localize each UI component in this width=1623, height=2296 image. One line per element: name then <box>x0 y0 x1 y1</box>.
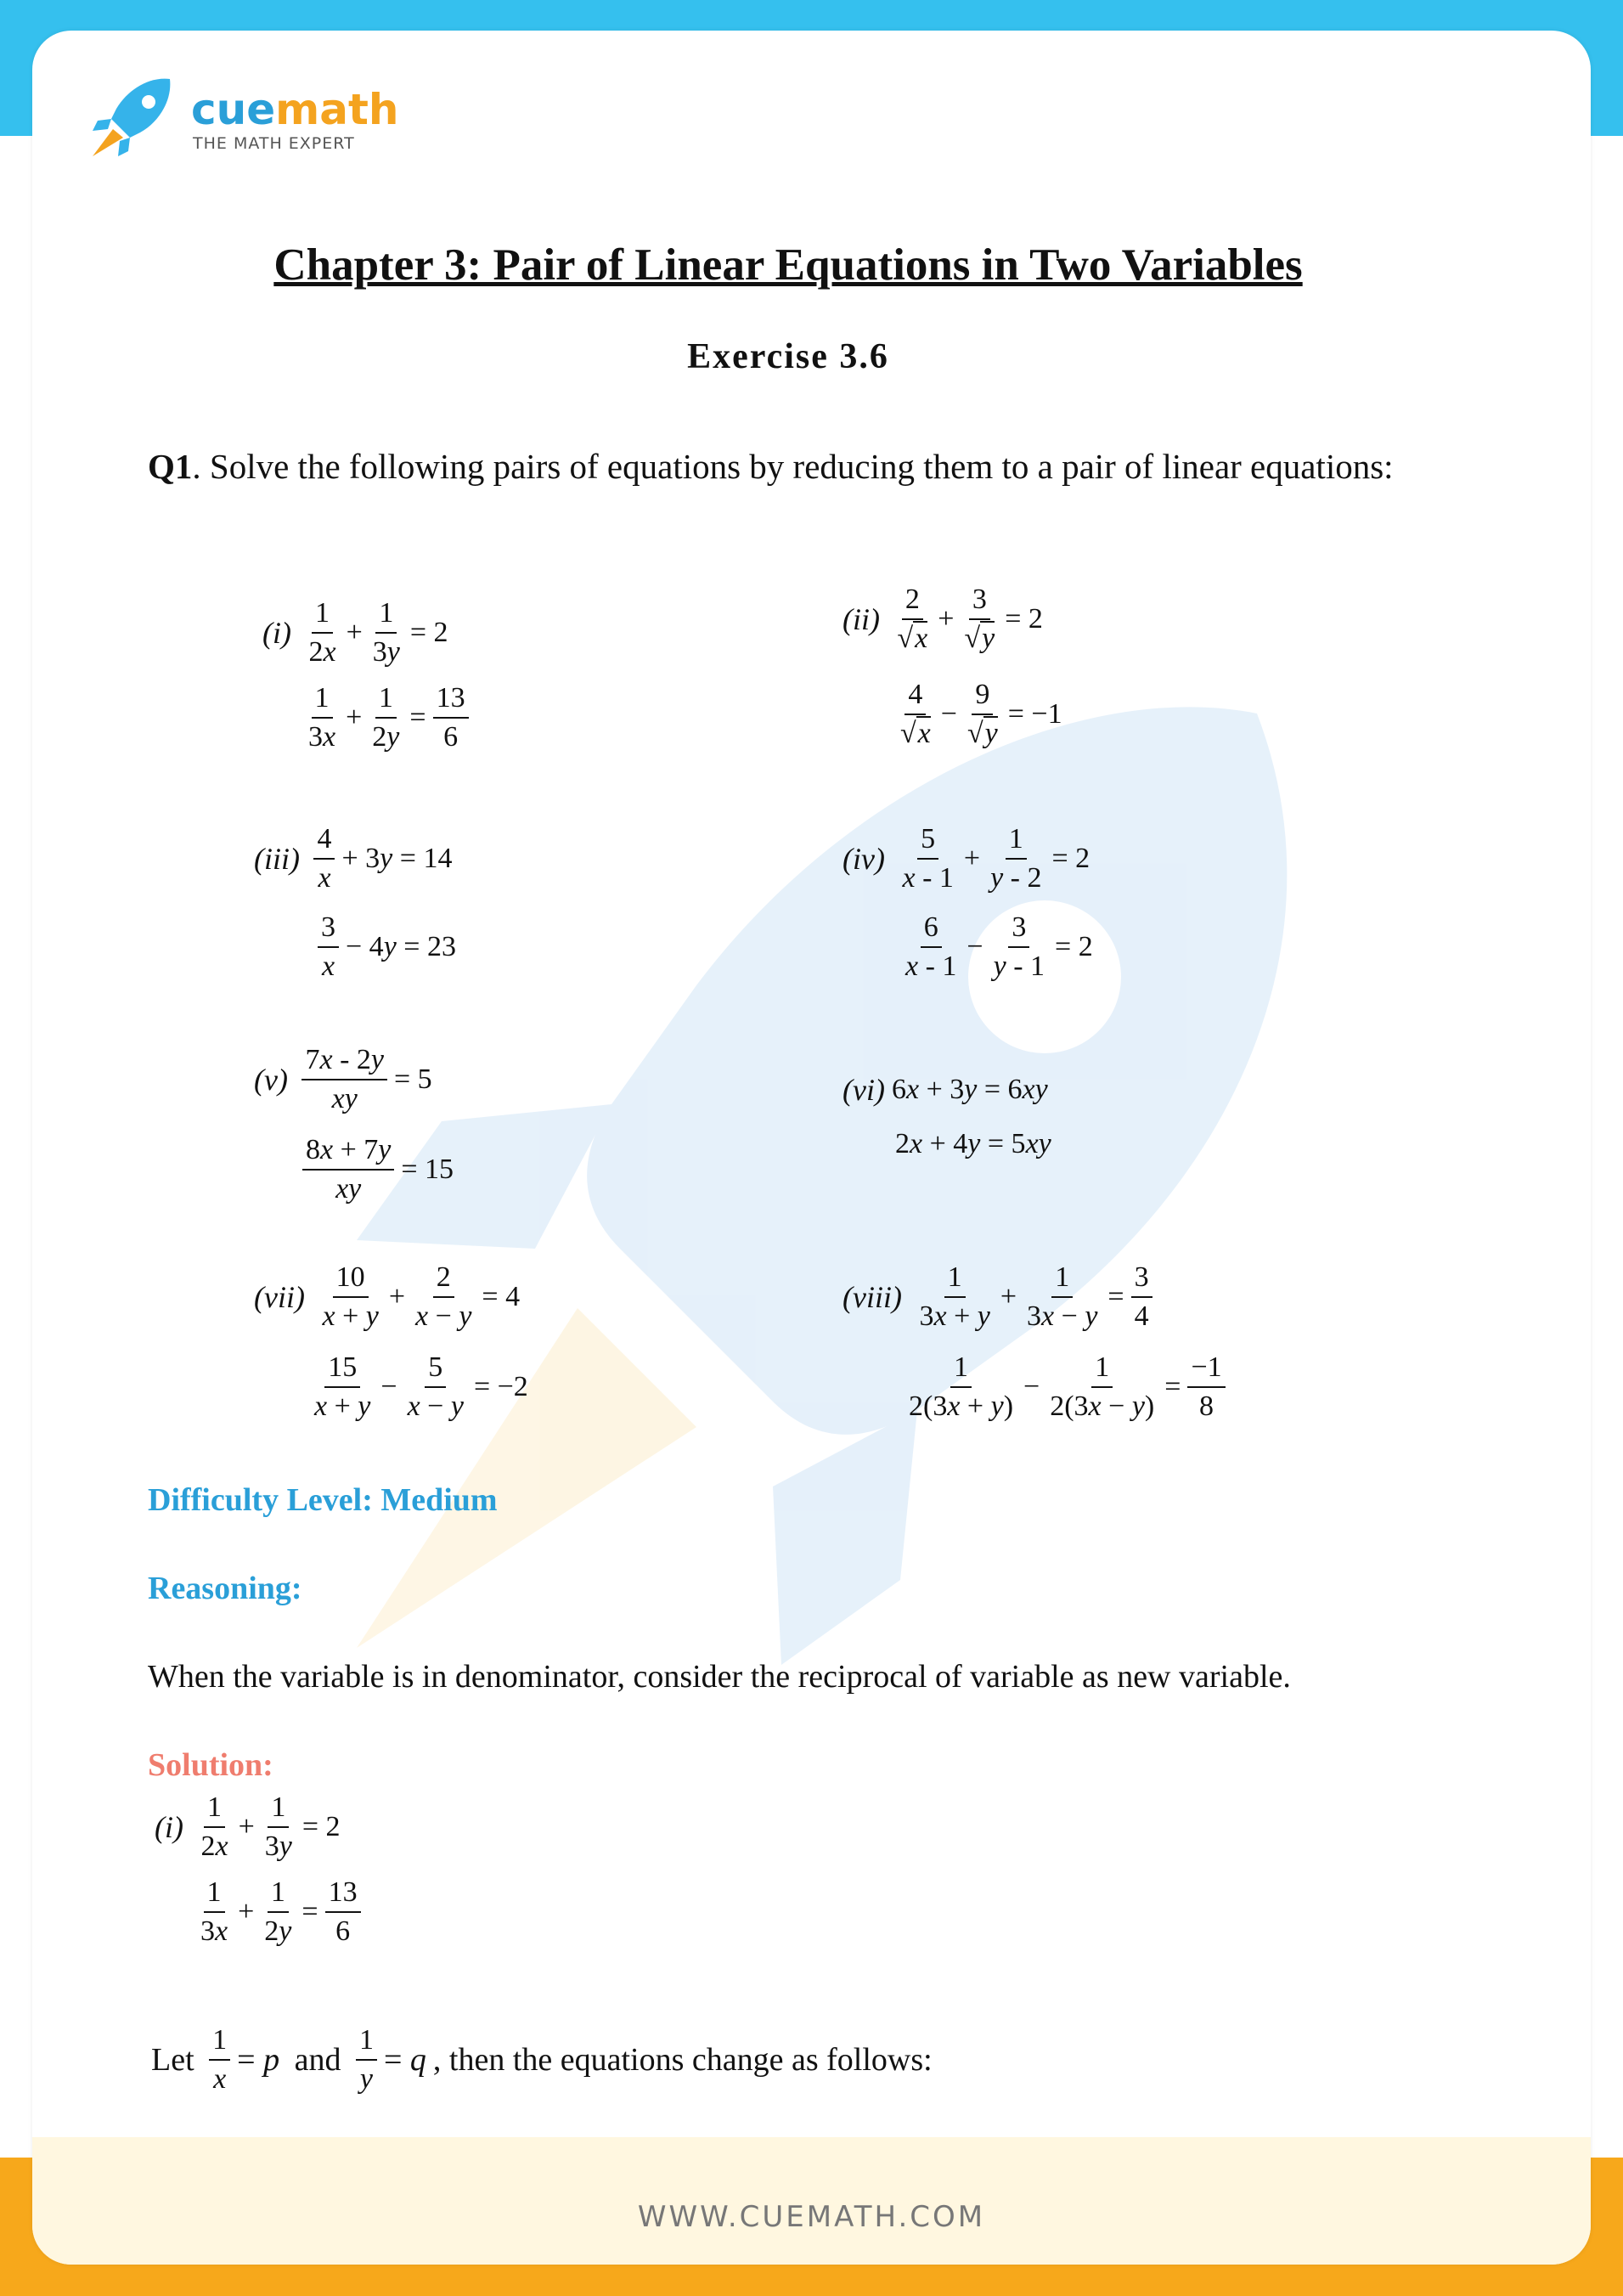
difficulty-level: Difficulty Level: Medium <box>148 1482 498 1518</box>
equation-iii-1: (iii) $\frac{4}{x}$ + 3y = 14 <box>251 821 455 897</box>
substitution-line: Let $\frac{1}{x}$ = p and $\frac{1}{y}$ = q , then the equations change as follows: <box>148 2022 936 2098</box>
equation-vi-2: 2x + 4y = 5xy <box>895 1128 1051 1160</box>
footer-website[interactable]: WWW.CUEMATH.COM <box>637 2200 986 2234</box>
equation-viii-1: (viii) $\frac{1}{3x + y}$ + $\frac{1}{3x - y}$ = $\frac{3}{4}$ <box>839 1259 1156 1335</box>
equation-ii-1: (ii) $\frac{2}{√x}$ + $\frac{3}{√y}$ = 2 <box>839 581 1046 657</box>
solution-equation-1: (i) $\frac{1}{2x}$ + $\frac{1}{3y}$ = 2 <box>151 1789 344 1865</box>
chapter-title: Chapter 3: Pair of Linear Equations in Two Variables <box>273 240 1303 290</box>
question-text: Q1. Solve the following pairs of equations by reducing them to a pair of linear equations: <box>148 447 1394 486</box>
equation-vii-2: $\frac{15}{x + y}$ − $\frac{5}{x - y}$ = −2 <box>307 1349 532 1425</box>
logo-tagline: THE MATH EXPERT <box>193 134 355 153</box>
equation-v-1: (v) $\frac{7x - 2y}{xy}$ = 5 <box>251 1041 436 1118</box>
reasoning-text: When the variable is in denominator, consider the reciprocal of variable as new variable. <box>148 1659 1291 1695</box>
equation-vi-1: (vi) 6x + 3y = 6xy <box>842 1073 1048 1108</box>
reasoning-heading: Reasoning: <box>148 1571 302 1606</box>
solution-heading: Solution: <box>148 1747 273 1783</box>
exercise-heading: Exercise 3.6 <box>687 337 889 376</box>
equation-ii-2: $\frac{4}{√x}$ − $\frac{9}{√y}$ = −1 <box>893 676 1066 753</box>
equation-i-2: $\frac{1}{3x}$ + $\frac{1}{2y}$ = $\frac{13}{6}$ <box>301 680 472 756</box>
equation-iii-2: $\frac{3}{x}$ − 4y = 23 <box>314 909 459 985</box>
equation-v-2: $\frac{8x + 7y}{xy}$ = 15 <box>299 1131 457 1208</box>
equation-viii-2: $\frac{1}{2(3x + y)}$ − $\frac{1}{2(3x - y)}$ = $\frac{-1}{8}$ <box>902 1349 1229 1425</box>
equation-i-1: (i) $\frac{1}{2x}$ + $\frac{1}{3y}$ = 2 <box>259 595 452 671</box>
rocket-logo-icon <box>89 75 178 160</box>
solution-equation-2: $\frac{1}{3x}$ + $\frac{1}{2y}$ = $\frac{13}{6}$ <box>194 1874 364 1950</box>
logo-wordmark: cuemath <box>191 85 399 134</box>
equation-iv-1: (iv) $\frac{5}{x - 1}$ + $\frac{1}{y - 2}$ = 2 <box>839 821 1093 897</box>
equation-iv-2: $\frac{6}{x - 1}$ − $\frac{3}{y - 1}$ = 2 <box>899 909 1096 985</box>
equation-vii-1: (vii) $\frac{10}{x + y}$ + $\frac{2}{x - y}$ = 4 <box>251 1259 523 1335</box>
cuemath-logo[interactable] <box>89 75 399 160</box>
